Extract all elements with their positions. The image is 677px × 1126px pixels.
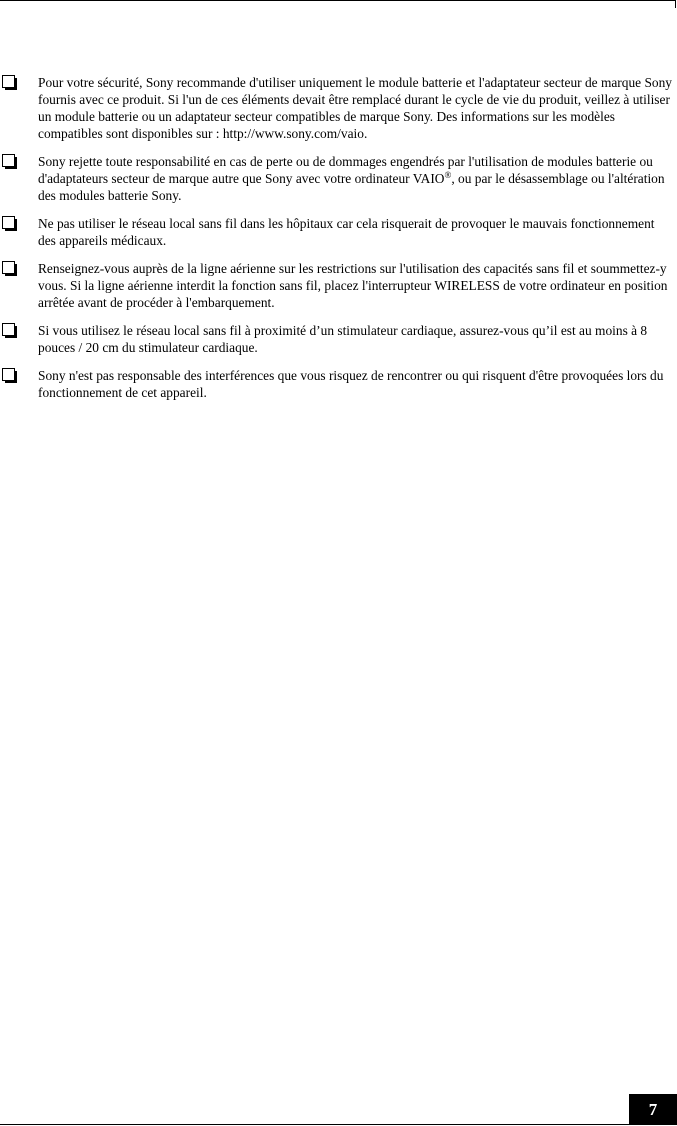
checkbox-bullet-icon — [2, 323, 15, 336]
bullet-item-battery-safety — [0, 74, 677, 142]
bullet-list — [0, 74, 677, 401]
bullet-text: Sony n'est pas responsable des interférences que vous risquez de rencontrer ou qui risquent d'être provoquées lors du fonctionnement de cet appareil. — [38, 368, 664, 400]
checkbox-bullet-icon — [2, 261, 15, 274]
bullet-item-liability — [0, 153, 677, 204]
bullet-item-pacemaker — [0, 322, 677, 356]
bullet-text: Pour votre sécurité, Sony recommande d'utiliser uniquement le module batterie et l'adaptateur secteur de marque Sony fournis avec ce produit. Si l'un de ces éléments devait être remplacé durant le cycle de vie du produit, veillez à utiliser un module batterie ou un adaptateur secteur compatibles de marque Sony. Des informations sur les modèles compatibles sont disponibles sur : http://www.sony.com/vaio. — [38, 75, 672, 141]
page-number: 7 — [629, 1094, 677, 1125]
bullet-text-after: , ou par le désassemblage ou l'altération des modules batterie Sony. — [38, 171, 665, 203]
checkbox-bullet-icon — [2, 154, 15, 167]
top-rule — [0, 0, 675, 1]
registered-mark: ® — [444, 170, 452, 180]
bullet-item-airline — [0, 260, 677, 311]
top-right-rule — [675, 0, 676, 8]
bullet-text: Renseignez-vous auprès de la ligne aérienne sur les restrictions sur l'utilisation des capacités sans fil et soummettez-y vous. Si la ligne aérienne interdit la fonction sans fil, placez l'interrupteur WIRELESS de votre ordinateur en position arrêtée avant de procéder à l'embarquement. — [38, 261, 668, 310]
bullet-text: Si vous utilisez le réseau local sans fil à proximité d’un stimulateur cardiaque, assurez-vous qu’il est au moins à 8 pouces / 20 cm du stimulateur cardiaque. — [38, 323, 648, 355]
bullet-item-hospitals — [0, 215, 677, 249]
checkbox-bullet-icon — [2, 75, 15, 88]
page-content — [0, 74, 677, 412]
bullet-item-interference — [0, 367, 677, 401]
bottom-rule — [0, 1124, 677, 1125]
bullet-text: Ne pas utiliser le réseau local sans fil dans les hôpitaux car cela risquerait de provoquer le mauvais fonctionnement des appareils médicaux. — [38, 216, 655, 248]
checkbox-bullet-icon — [2, 368, 15, 381]
bullet-text-before: Sony rejette toute responsabilité en cas de perte ou de dommages engendrés par l'utilisation de modules batterie ou d'adaptateurs secteur de marque autre que Sony avec votre ordinateur VAIO — [38, 154, 653, 186]
checkbox-bullet-icon — [2, 216, 15, 229]
